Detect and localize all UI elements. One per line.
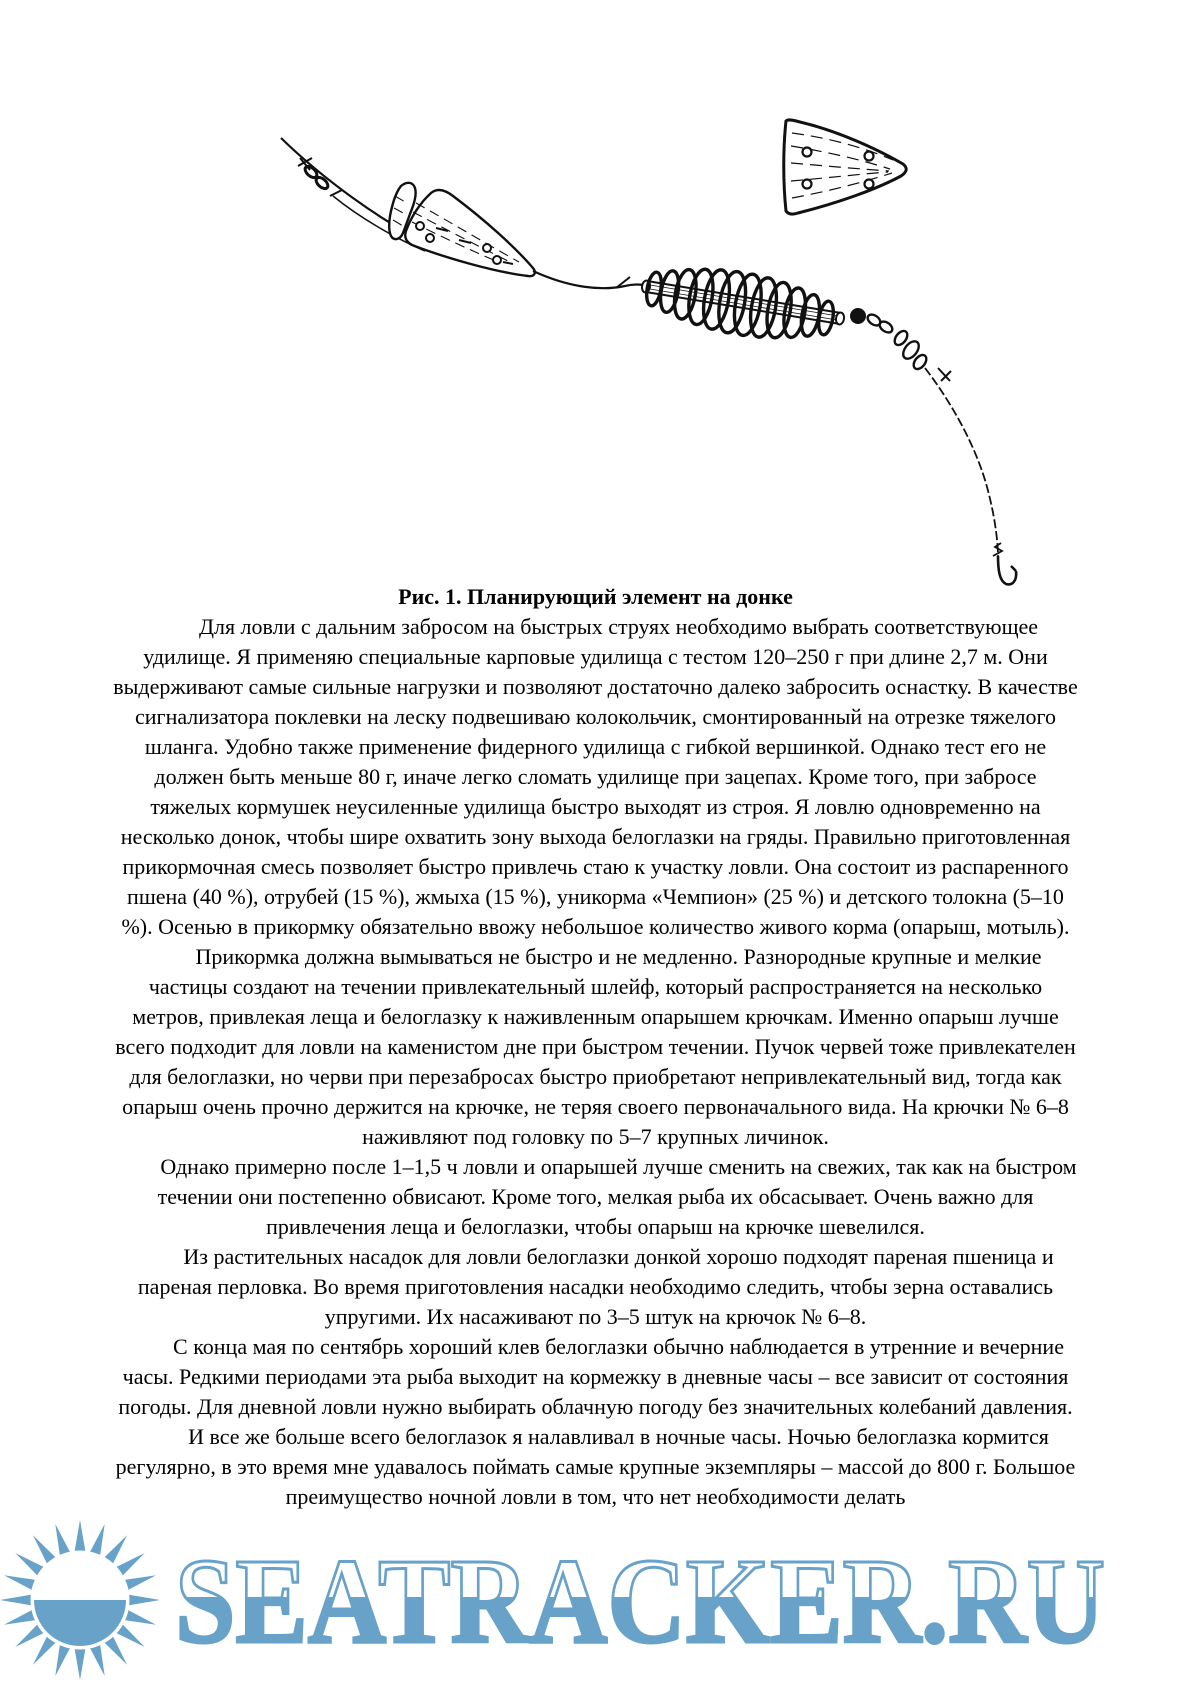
paragraph-3: Однако примерно после 1–1,5 ч ловли и опарышей лучше сменить на свежих, так как на быстром течении они постепенно обвисают. Кроме того, мелкая рыба их обсасывает. Очень важно для привлечения леща и белоглазки, чтобы опарыш на крючке шевелился. <box>157 1154 1077 1239</box>
swivel-icon <box>866 312 951 381</box>
sun-logo-icon <box>0 1520 160 1680</box>
spring-feeder-coil <box>644 267 835 339</box>
paragraph-2: Прикормка должна вымываться не быстро и не медленно. Разнородные крупные и мелкие частицы создают на течении привлекательный шлейф, который распространяется на несколько метров, привлекая леща и белоглазку к наживленным опарышем крючкам. Именно опарыш лучше всего подходит для ловли на каменистом дне при быстром течении. Пучок червей тоже привлекателен для белоглазки, но черви при перезабросах быстро приобретают непривлекательный вид, тогда как опарыш очень прочно держится на крючке, не теряя своего первоначального вида. На крючки № 6–8 наживляют под головку по 5–7 крупных личинок. <box>115 944 1076 1149</box>
paragraph-6: И все же больше всего белоглазок я налавливал в ночные часы. Ночью белоглазка кормится регулярно, в это время мне удавалось поймать самые крупные экземпляры – массой до 800 г. Большое преимущество ночной ловли в том, что нет необходимости делать <box>115 1424 1076 1509</box>
paragraph-1: Для ловли с дальним забросом на быстрых струях необходимо выбрать соответствующее удилище. Я применяю специальные карповые удилища с тестом 120–250 г при длине 2,7 м. Они выдерживают самые сильные нагрузки и позволяют достаточно далеко забросить оснастку. В качестве сигнализатора поклевки на леску подвешиваю колокольчик, смонтированный на отрезке тяжелого шланга. Удобно также применение фидерного удилища с гибкой вершинкой. Однако тест его не должен быть меньше 80 г, иначе легко сломать удилище при зацепах. Кроме того, при забросе тяжелых кормушек неусиленные удилища быстро выходят из строя. Я ловлю одновременно на несколько донок, чтобы шире охватить зону выхода белоглазки на гряды. Правильно приготовленная прикормочная смесь позволяет быстро привлечь стаю к участку ловли. Она состоит из распаренного пшена (40 %), отрубей (15 %), жмыха (15 %), уникорма «Чемпион» (25 %) и детского толокна (5–10 %). Осенью в прикормку обязательно ввожу небольшое количество живого корма (опарыш, мотыль). <box>113 614 1078 939</box>
planing-element-detached-icon <box>784 120 906 214</box>
figure-caption: Рис. 1. Планирующий элемент на донке <box>398 584 793 609</box>
watermark <box>0 1518 1191 1684</box>
article-text <box>113 582 1078 1512</box>
line-stop-knot-icon <box>298 158 342 196</box>
bead-icon <box>850 308 866 324</box>
hook-icon <box>993 543 1016 584</box>
figure-illustration <box>230 95 1030 595</box>
spring-feeder-icon <box>641 267 845 339</box>
paragraph-4: Из растительных насадок для ловли белоглазки донкой хорошо подходят пареная пшеница и пареная перловка. Во время приготовления насадки необходимо следить, чтобы зерна оставались упругими. Их насаживают по 3–5 штук на крючок № 6–8. <box>137 1244 1054 1329</box>
connector-line-icon <box>533 271 650 288</box>
leader-line-icon <box>925 368 998 557</box>
planing-element-icon <box>389 183 535 276</box>
paragraph-5: С конца мая по сентябрь хороший клев белоглазки обычно наблюдается в утренние и вечерние часы. Редкими периодами эта рыба выходит на кормежку в дневные часы – все зависит от состояния погоды. Для дневной ловли нужно выбирать облачную погоду без значительных колебаний давления. <box>118 1334 1073 1419</box>
watermark-text: SEATRACKER.RU <box>175 1534 1105 1669</box>
